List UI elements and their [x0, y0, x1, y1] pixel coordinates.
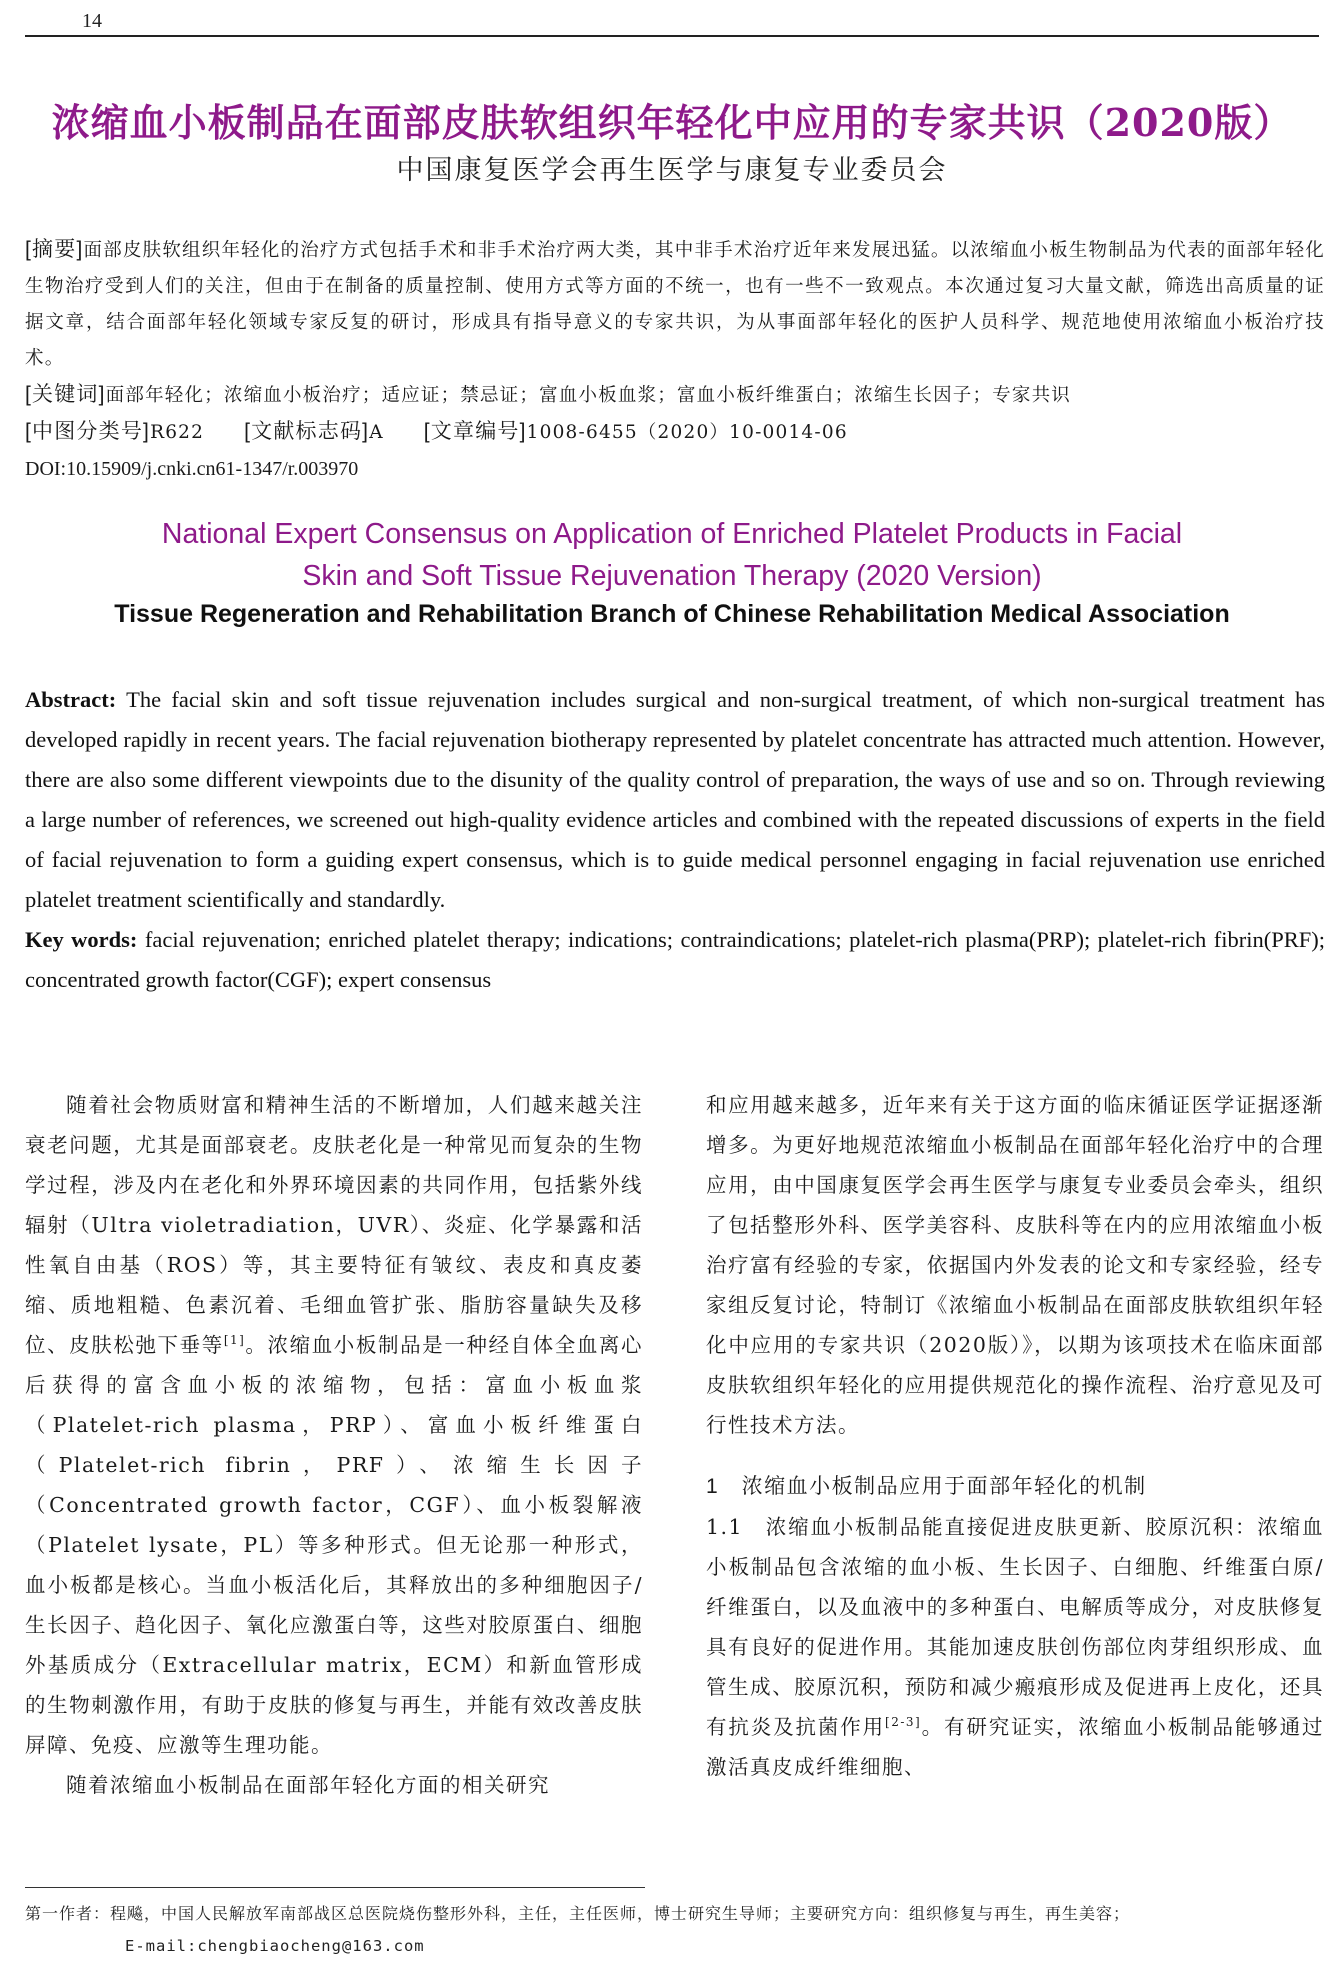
body-paragraph: 随着浓缩血小板制品在面部年轻化方面的相关研究: [66, 1773, 550, 1797]
doc-code-label: [文献标志码]: [244, 420, 370, 443]
abstract-chinese: [25, 232, 1325, 377]
organization-english: Tissue Regeneration and Rehabilitation Branch of Chinese Rehabilitation Medical Association: [114, 600, 1230, 628]
keywords-chinese: [25, 377, 1325, 414]
paragraph-text: 1.1 浓缩血小板制品能直接促进皮肤更新、胶原沉积：浓缩血小板制品包含浓缩的血小板、生长因子、白细胞、纤维蛋白原/纤维蛋白，以及血液中的多种蛋白、电解质等成分，对皮肤修复具有良好的促进作用。其能加速皮肤创伤部位肉芽组织形成、血管生成、胶原沉积，预防和减少瘢痕形成及促进再上皮化，还具有抗炎及抗菌作用: [706, 1515, 1324, 1739]
title-english-line-1: National Expert Consensus on Application of Enriched Platelet Products in Facial: [161, 518, 1183, 550]
paragraph-text: 。有研究证实，浓缩血小板制品能够通过激活真皮成纤维细胞、: [706, 1715, 1325, 1779]
keywords-english: [25, 920, 1325, 1000]
keywords-text-english: facial rejuvenation; enriched platelet therapy; indications; contraindications; platelet-rich plasma(PRP); platelet-rich fibrin(PRF); concentrated growth factor(CGF); expert consensus: [25, 927, 1325, 992]
footnote-rule: [25, 1887, 645, 1888]
body-column-right: [706, 1085, 1324, 1787]
page-number: 14: [82, 10, 102, 32]
citation-reference: [1]: [223, 1333, 246, 1348]
body-paragraph: 和应用越来越多，近年来有关于这方面的临床循证医学证据逐渐增多。为更好地规范浓缩血小板制品在面部年轻化治疗中的合理应用，由中国康复医学会再生医学与康复专业委员会牵头，组织了包括整形外科、医学美容科、皮肤科等在内的应用浓缩血小板治疗富有经验的专家，依据国内外发表的论文和专家经验，经专家组反复讨论，特制订《浓缩血小板制品在面部皮肤软组织年轻化中应用的专家共识（2020版）》，以期为该项技术在临床面部皮肤软组织年轻化的应用提供规范化的操作流程、治疗意见及可行性技术方法。: [706, 1093, 1324, 1437]
footnote: [25, 1898, 1325, 1962]
organization-chinese: 中国康复医学会再生医学与康复专业委员会: [396, 155, 948, 186]
abstract-label-english: Abstract:: [25, 687, 117, 712]
citation-reference: [2-3]: [885, 1715, 922, 1730]
paragraph-text: 随着社会物质财富和精神生活的不断增加，人们越来越关注衰老问题，尤其是面部衰老。皮肤老化是一种常见而复杂的生物学过程，涉及内在老化和外界环境因素的共同作用，包括紫外线辐射（Ultra violetradiation，UVR）、炎症、化学暴露和活性氧自由基（ROS）等，其主要特征有皱纹、表皮和真皮萎缩、质地粗糙、色素沉着、毛细血管扩张、脂肪容量缺失及移位、皮肤松弛下垂等: [25, 1093, 643, 1357]
clc-label: [中图分类号]: [25, 420, 151, 443]
classification-row: [25, 414, 1325, 451]
article-number-label: [文章编号]: [423, 420, 527, 443]
footnote-email: E-mail:chengbiaocheng@163.com: [125, 1937, 425, 1955]
paragraph-text: 。浓缩血小板制品是一种经自体全血离心后获得的富含血小板的浓缩物，包括：富血小板血浆（Platelet-rich plasma，PRP）、富血小板纤维蛋白（Platelet-rich fibrin，PRF）、浓缩生长因子（Concentrated growth factor，CGF）、血小板裂解液（Platelet lysate，PL）等多种形式。但无论那一种形式，血小板都是核心。当血小板活化后，其释放出的多种细胞因子/生长因子、趋化因子、氧化应激蛋白等，这些对胶原蛋白、细胞外基质成分（Extracellular matrix，ECM）和新血管形成的生物刺激作用，有助于皮肤的修复与再生，并能有效改善皮肤屏障、免疫、应激等生理功能。: [25, 1333, 644, 1757]
doi: DOI:10.15909/j.cnki.cn61-1347/r.003970: [25, 458, 359, 480]
footnote-author: 第一作者：程飚，中国人民解放军南部战区总医院烧伤整形外科，主任，主任医师，博士研究生导师；主要研究方向：组织修复与再生，再生美容；: [25, 1904, 1131, 1923]
section-heading: 1 浓缩血小板制品应用于面部年轻化的机制: [706, 1475, 1147, 1498]
title-english-line-2: Skin and Soft Tissue Rejuvenation Therapy (2020 Version): [302, 560, 1042, 592]
title-english: [0, 513, 1344, 597]
body-paragraph: [25, 1085, 643, 1765]
abstract-label-chinese: [摘要]: [25, 238, 84, 261]
abstract-english: [25, 680, 1325, 920]
keywords-label-english: Key words:: [25, 927, 138, 952]
english-front-matter: [25, 680, 1325, 1000]
keywords-label-chinese: [关键词]: [25, 383, 106, 406]
abstract-text-chinese: 面部皮肤软组织年轻化的治疗方式包括手术和非手术治疗两大类，其中非手术治疗近年来发展迅猛。以浓缩血小板生物制品为代表的面部年轻化生物治疗受到人们的关注，但由于在制备的质量控制、使用方式等方面的不统一，也有一些不一致观点。本次通过复习大量文献，筛选出高质量的证据文章，结合面部年轻化领域专家反复的研讨，形成具有指导意义的专家共识，为从事面部年轻化的医护人员科学、规范地使用浓缩血小板治疗技术。: [25, 240, 1326, 369]
keywords-text-chinese: 面部年轻化；浓缩血小板治疗；适应证；禁忌证；富血小板血浆；富血小板纤维蛋白；浓缩生长因子；专家共识: [105, 385, 1071, 406]
body-column-left: [25, 1085, 643, 1805]
article-number-value: 1008-6455（2020）10-0014-06: [526, 422, 848, 443]
chinese-front-matter: [25, 232, 1325, 487]
doc-code-value: A: [369, 422, 384, 443]
title-chinese: 浓缩血小板制品在面部皮肤软组织年轻化中应用的专家共识（2020版）: [51, 100, 1293, 145]
abstract-text-english: The facial skin and soft tissue rejuvenation includes surgical and non-surgical treatment, of which non-surgical treatment has developed rapidly in recent years. The facial rejuvenation biotherapy represented by platelet concentrate has attracted much attention. However, there are also some different viewpoints due to the disunity of the quality control of preparation, the ways of use and so on. Through reviewing a large number of references, we screened out high-quality evidence articles and combined with the repeated discussions of experts in the field of facial rejuvenation to form a guiding expert consensus, which is to guide medical personnel engaging in facial rejuvenation use enriched platelet treatment scientifically and standardly.: [25, 687, 1325, 912]
clc-value: R622: [150, 422, 205, 443]
header-rule: [25, 35, 1319, 37]
body-paragraph: [706, 1507, 1324, 1787]
